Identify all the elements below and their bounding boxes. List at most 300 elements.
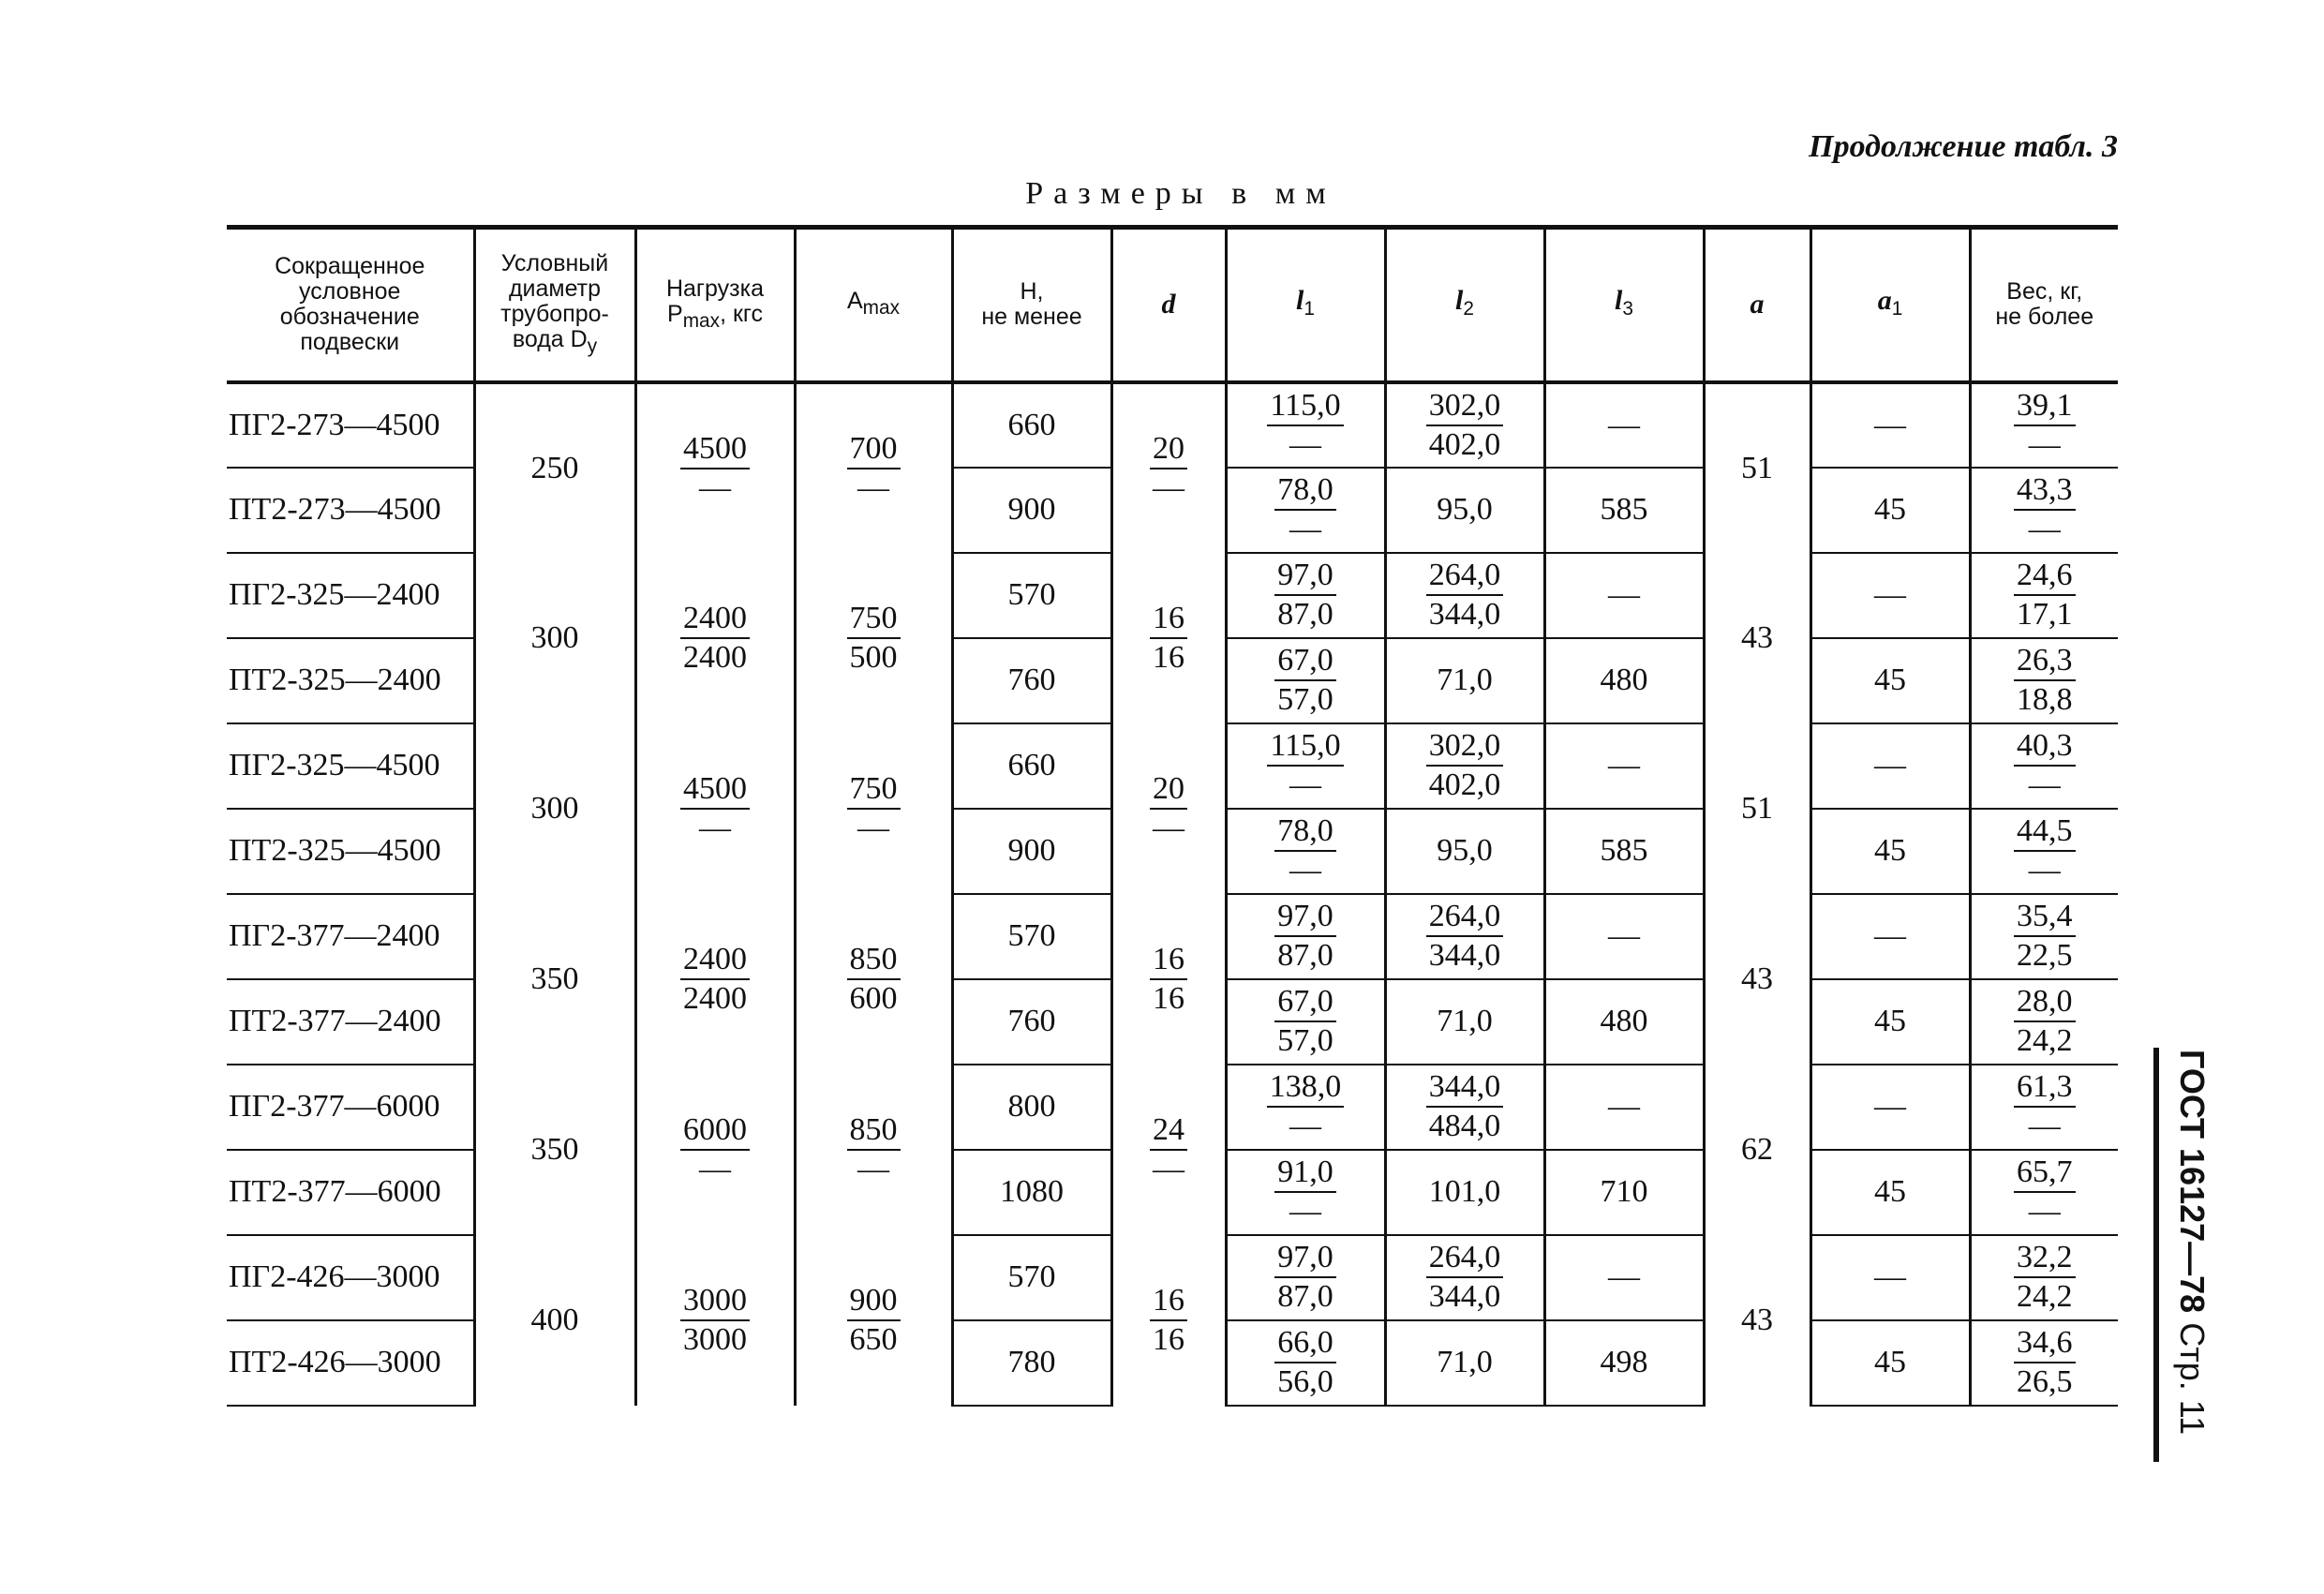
nominal-diameter-cell xyxy=(474,553,635,723)
a1-cell-value: 45 xyxy=(1874,1345,1906,1379)
a-cell xyxy=(1704,1235,1810,1406)
l3-cell xyxy=(1544,894,1704,979)
designation-cell-value: ПГ2-426—3000 xyxy=(229,1259,440,1294)
a-cell-value: 43 xyxy=(1741,619,1773,655)
l3-cell xyxy=(1544,979,1704,1065)
table-row xyxy=(227,1235,2118,1320)
l1-cell xyxy=(1226,723,1385,809)
header-load: Нагрузка $P_{max}$, кгс xyxy=(635,228,795,382)
a1-cell-value: — xyxy=(1874,1259,1906,1294)
h-cell-value: 900 xyxy=(1007,833,1056,868)
weight-cell-fraction xyxy=(2014,1154,2076,1230)
amax-cell-numerator: 850 xyxy=(847,1111,901,1151)
l1-cell-fraction xyxy=(1274,898,1336,975)
l2-cell-numerator: 302,0 xyxy=(1426,387,1504,426)
weight-cell-denominator: — xyxy=(2028,853,2061,887)
weight-cell-numerator: 34,6 xyxy=(2014,1324,2076,1363)
amax-cell-denominator: — xyxy=(857,810,889,845)
a-cell-value: 43 xyxy=(1741,1302,1773,1337)
amax-cell-numerator: 850 xyxy=(847,941,901,980)
amax-cell-denominator: — xyxy=(857,1151,889,1186)
h-cell xyxy=(952,382,1111,468)
l1-cell xyxy=(1226,979,1385,1065)
l2-cell-denominator: 344,0 xyxy=(1428,597,1501,632)
l2-cell-value: 71,0 xyxy=(1437,1004,1493,1038)
l1-cell-numerator: 91,0 xyxy=(1274,1154,1336,1193)
weight-cell xyxy=(1970,894,2118,979)
l1-cell-fraction xyxy=(1274,983,1336,1060)
designation-cell-value: ПГ2-325—4500 xyxy=(229,748,440,782)
l3-cell xyxy=(1544,1320,1704,1406)
amax-cell-fraction xyxy=(847,1282,901,1359)
l2-cell-value: 95,0 xyxy=(1437,833,1493,868)
a1-cell-value: — xyxy=(1874,407,1906,442)
l2-cell-numerator: 264,0 xyxy=(1426,557,1504,596)
weight-cell-numerator: 26,3 xyxy=(2014,642,2076,681)
amax-cell xyxy=(795,382,952,553)
amax-cell-numerator: 900 xyxy=(847,1282,901,1321)
l1-cell-denominator: — xyxy=(1289,1194,1321,1229)
page-number: Стр. 11 xyxy=(2173,1322,2212,1436)
l3-cell xyxy=(1544,468,1704,553)
load-cell-fraction xyxy=(680,1282,750,1359)
l1-cell-fraction xyxy=(1274,1239,1336,1316)
nominal-diameter-cell-value: 300 xyxy=(530,619,579,655)
weight-cell-fraction xyxy=(2014,1068,2076,1145)
load-cell xyxy=(635,894,795,1065)
designation-cell-value: ПГ2-377—2400 xyxy=(229,918,440,953)
l3-cell xyxy=(1544,382,1704,468)
l1-cell-denominator: — xyxy=(1289,426,1321,462)
l1-cell xyxy=(1226,1235,1385,1320)
load-cell-denominator: — xyxy=(699,469,731,505)
h-cell xyxy=(952,1065,1111,1150)
l2-cell-fraction xyxy=(1426,1068,1504,1145)
weight-cell xyxy=(1970,382,2118,468)
a1-cell xyxy=(1810,553,1970,638)
load-cell-denominator: — xyxy=(699,810,731,845)
h-cell-value: 900 xyxy=(1007,492,1056,527)
h-cell-value: 570 xyxy=(1007,918,1056,953)
d-cell xyxy=(1111,894,1226,1065)
load-cell-denominator: 3000 xyxy=(683,1321,747,1357)
a1-cell-value: 45 xyxy=(1874,1174,1906,1209)
a1-cell xyxy=(1810,723,1970,809)
l2-cell-fraction xyxy=(1426,387,1504,464)
a-cell xyxy=(1704,723,1810,894)
h-cell-value: 780 xyxy=(1007,1345,1056,1379)
designation-cell xyxy=(227,382,474,468)
l2-cell-denominator: 484,0 xyxy=(1428,1109,1501,1143)
weight-cell-denominator: 18,8 xyxy=(2017,682,2073,717)
l1-cell-numerator: 115,0 xyxy=(1267,387,1343,426)
h-cell-value: 800 xyxy=(1007,1089,1056,1124)
weight-cell xyxy=(1970,1065,2118,1150)
d-cell-numerator: 16 xyxy=(1150,600,1187,639)
l1-cell xyxy=(1226,1065,1385,1150)
d-cell-numerator: 20 xyxy=(1150,770,1187,810)
a1-cell-value: 45 xyxy=(1874,833,1906,868)
l2-cell-value: 71,0 xyxy=(1437,663,1493,697)
l1-cell xyxy=(1226,894,1385,979)
d-cell xyxy=(1111,382,1226,553)
units-caption: Размеры в мм xyxy=(1025,176,1336,211)
load-cell-numerator: 4500 xyxy=(680,770,750,810)
amax-cell xyxy=(795,723,952,894)
load-cell xyxy=(635,382,795,553)
l2-cell-fraction xyxy=(1426,557,1504,633)
h-cell-value: 660 xyxy=(1007,407,1056,442)
weight-cell-numerator: 39,1 xyxy=(2014,387,2076,426)
l2-cell xyxy=(1385,1320,1544,1406)
l2-cell-numerator: 344,0 xyxy=(1426,1068,1504,1108)
designation-cell xyxy=(227,809,474,894)
amax-cell xyxy=(795,553,952,723)
header-l2: $l_2$ xyxy=(1385,228,1544,382)
weight-cell-numerator: 61,3 xyxy=(2014,1068,2076,1108)
l2-cell xyxy=(1385,894,1544,979)
designation-cell-value: ПТ2-426—3000 xyxy=(229,1345,441,1379)
designation-cell xyxy=(227,1065,474,1150)
d-cell-fraction xyxy=(1150,941,1187,1018)
load-cell-numerator: 2400 xyxy=(680,941,750,980)
table-row xyxy=(227,894,2118,979)
designation-cell-value: ПТ2-325—2400 xyxy=(229,663,441,697)
h-cell-value: 660 xyxy=(1007,748,1056,782)
load-cell-fraction xyxy=(680,600,750,677)
weight-cell-denominator: 22,5 xyxy=(2017,938,2073,973)
d-cell-denominator: 16 xyxy=(1153,980,1184,1016)
designation-cell xyxy=(227,468,474,553)
l3-cell-value: 585 xyxy=(1600,833,1648,868)
standard-code: ГОСТ 16127—78 xyxy=(2173,1050,2212,1314)
h-cell xyxy=(952,1150,1111,1235)
l2-cell-numerator: 302,0 xyxy=(1426,727,1504,767)
d-cell-denominator: — xyxy=(1153,469,1184,505)
l1-cell-numerator: 78,0 xyxy=(1274,812,1336,852)
a1-cell-value: 45 xyxy=(1874,663,1906,697)
a1-cell xyxy=(1810,979,1970,1065)
load-cell xyxy=(635,1235,795,1406)
weight-cell-numerator: 32,2 xyxy=(2014,1239,2076,1278)
designation-cell-value: ПГ2-325—2400 xyxy=(229,577,440,612)
l3-cell-value: — xyxy=(1608,1259,1640,1294)
l1-cell-numerator: 67,0 xyxy=(1274,983,1336,1022)
header-row xyxy=(227,228,2118,382)
l1-cell-numerator: 78,0 xyxy=(1274,471,1336,511)
d-cell-fraction xyxy=(1150,1111,1187,1188)
a1-cell-value: — xyxy=(1874,577,1906,612)
l2-cell xyxy=(1385,553,1544,638)
l2-cell xyxy=(1385,1065,1544,1150)
l1-cell xyxy=(1226,809,1385,894)
l3-cell-value: 710 xyxy=(1600,1174,1648,1209)
l2-cell-denominator: 402,0 xyxy=(1428,426,1501,462)
weight-cell-fraction xyxy=(2014,983,2076,1060)
h-cell xyxy=(952,638,1111,723)
l2-cell-value: 71,0 xyxy=(1437,1345,1493,1379)
l1-cell-numerator: 97,0 xyxy=(1274,1239,1336,1278)
l1-cell-denominator: — xyxy=(1289,512,1321,546)
amax-cell-fraction xyxy=(847,430,901,507)
h-cell xyxy=(952,979,1111,1065)
l1-cell-fraction xyxy=(1274,1324,1336,1401)
l3-cell xyxy=(1544,1235,1704,1320)
l1-cell-numerator: 97,0 xyxy=(1274,557,1336,596)
weight-cell-numerator: 44,5 xyxy=(2014,812,2076,852)
designation-cell xyxy=(227,1235,474,1320)
amax-cell-fraction xyxy=(847,941,901,1018)
l3-cell-value: — xyxy=(1608,918,1640,953)
designation-cell xyxy=(227,553,474,638)
l1-cell-fraction xyxy=(1274,812,1336,889)
l3-cell-value: 498 xyxy=(1600,1345,1648,1379)
amax-cell-denominator: — xyxy=(857,469,889,505)
designation-cell-value: ПГ2-377—6000 xyxy=(229,1089,440,1124)
l2-cell xyxy=(1385,1150,1544,1235)
weight-cell xyxy=(1970,723,2118,809)
d-cell xyxy=(1111,1065,1226,1235)
weight-cell-numerator: 40,3 xyxy=(2014,727,2076,767)
header-nominal-diameter: Условный диаметр трубопро- вода $D_у$ xyxy=(474,228,635,382)
nominal-diameter-cell-value: 250 xyxy=(530,450,579,485)
weight-cell-fraction xyxy=(2014,1239,2076,1316)
amax-cell-fraction xyxy=(847,600,901,677)
h-cell-value: 570 xyxy=(1007,577,1056,612)
l1-cell-fraction xyxy=(1267,727,1343,804)
side-margin-rule xyxy=(2153,1048,2159,1462)
h-cell-value: 760 xyxy=(1007,1004,1056,1038)
a1-cell xyxy=(1810,468,1970,553)
weight-cell-denominator: — xyxy=(2028,1109,2061,1143)
weight-cell-fraction xyxy=(2014,557,2076,633)
d-cell-denominator: — xyxy=(1153,1151,1184,1186)
l1-cell-fraction xyxy=(1274,642,1336,719)
l1-cell-denominator: 87,0 xyxy=(1277,938,1333,973)
d-cell-fraction xyxy=(1150,430,1187,507)
l1-cell-denominator: 87,0 xyxy=(1277,597,1333,632)
load-cell-denominator: — xyxy=(699,1151,731,1186)
l1-cell xyxy=(1226,468,1385,553)
weight-cell xyxy=(1970,809,2118,894)
l2-cell xyxy=(1385,1235,1544,1320)
designation-cell xyxy=(227,979,474,1065)
a-cell xyxy=(1704,894,1810,1065)
weight-cell-denominator: 17,1 xyxy=(2017,597,2073,632)
load-cell-numerator: 3000 xyxy=(680,1282,750,1321)
amax-cell xyxy=(795,894,952,1065)
weight-cell-numerator: 28,0 xyxy=(2014,983,2076,1022)
header-a1: $a_1$ xyxy=(1810,228,1970,382)
d-cell-fraction xyxy=(1150,1282,1187,1359)
weight-cell xyxy=(1970,553,2118,638)
l1-cell-denominator: — xyxy=(1289,1109,1321,1143)
l2-cell xyxy=(1385,979,1544,1065)
table-row xyxy=(227,553,2118,638)
l2-cell xyxy=(1385,468,1544,553)
header-d: d xyxy=(1111,228,1226,382)
l1-cell-fraction xyxy=(1267,387,1343,464)
l2-cell-value: 95,0 xyxy=(1437,492,1493,527)
header-h: H, не менее xyxy=(952,228,1111,382)
l3-cell-value: — xyxy=(1608,1089,1640,1124)
weight-cell xyxy=(1970,1235,2118,1320)
a1-cell-value: — xyxy=(1874,918,1906,953)
side-document-code xyxy=(2170,1050,2212,1462)
d-cell-denominator: 16 xyxy=(1153,1321,1184,1357)
table-row xyxy=(227,1065,2118,1150)
d-cell-numerator: 24 xyxy=(1150,1111,1187,1151)
d-cell-numerator: 20 xyxy=(1150,430,1187,469)
d-cell xyxy=(1111,553,1226,723)
load-cell-fraction xyxy=(680,770,750,847)
l1-cell-denominator: — xyxy=(1289,767,1321,802)
l3-cell xyxy=(1544,638,1704,723)
l3-cell xyxy=(1544,723,1704,809)
load-cell-fraction xyxy=(680,1111,750,1188)
load-cell xyxy=(635,723,795,894)
weight-cell-fraction xyxy=(2014,1324,2076,1401)
weight-cell-denominator: 26,5 xyxy=(2017,1364,2073,1399)
l1-cell-numerator: 97,0 xyxy=(1274,898,1336,937)
a-cell-value: 51 xyxy=(1741,450,1773,485)
h-cell xyxy=(952,894,1111,979)
nominal-diameter-cell xyxy=(474,382,635,553)
weight-cell-fraction xyxy=(2014,812,2076,889)
h-cell xyxy=(952,1320,1111,1406)
l2-cell-fraction xyxy=(1426,727,1504,804)
weight-cell-fraction xyxy=(2014,642,2076,719)
nominal-diameter-cell-value: 300 xyxy=(530,790,579,826)
h-cell xyxy=(952,468,1111,553)
a-cell xyxy=(1704,553,1810,723)
a1-cell xyxy=(1810,1065,1970,1150)
l2-cell xyxy=(1385,638,1544,723)
designation-cell xyxy=(227,723,474,809)
a1-cell xyxy=(1810,1320,1970,1406)
nominal-diameter-cell-value: 400 xyxy=(530,1302,579,1337)
h-cell-value: 570 xyxy=(1007,1259,1056,1294)
load-cell-denominator: 2400 xyxy=(683,980,747,1016)
l2-cell-value: 101,0 xyxy=(1428,1174,1501,1209)
d-cell-denominator: 16 xyxy=(1153,639,1184,675)
table-row xyxy=(227,723,2118,809)
h-cell xyxy=(952,809,1111,894)
weight-cell-numerator: 35,4 xyxy=(2014,898,2076,937)
l2-cell xyxy=(1385,723,1544,809)
weight-cell xyxy=(1970,1150,2118,1235)
designation-cell-value: ПГ2-273—4500 xyxy=(229,407,440,442)
l3-cell-value: 480 xyxy=(1600,1004,1648,1038)
weight-cell-numerator: 24,6 xyxy=(2014,557,2076,596)
l3-cell xyxy=(1544,1150,1704,1235)
load-cell-numerator: 4500 xyxy=(680,430,750,469)
a-cell xyxy=(1704,382,1810,553)
load-cell-numerator: 6000 xyxy=(680,1111,750,1151)
nominal-diameter-cell xyxy=(474,1065,635,1235)
designation-cell xyxy=(227,894,474,979)
d-cell xyxy=(1111,723,1226,894)
weight-cell xyxy=(1970,638,2118,723)
a1-cell xyxy=(1810,1235,1970,1320)
l2-cell-numerator: 264,0 xyxy=(1426,898,1504,937)
designation-cell xyxy=(227,638,474,723)
designation-cell-value: ПТ2-325—4500 xyxy=(229,833,441,868)
header-a: a xyxy=(1704,228,1810,382)
l1-cell-numerator: 66,0 xyxy=(1274,1324,1336,1363)
l3-cell-value: 585 xyxy=(1600,492,1648,527)
amax-cell-numerator: 700 xyxy=(847,430,901,469)
weight-cell-denominator: — xyxy=(2028,1194,2061,1229)
a1-cell-value: 45 xyxy=(1874,1004,1906,1038)
header-l1: $l_1$ xyxy=(1226,228,1385,382)
amax-cell xyxy=(795,1065,952,1235)
a1-cell xyxy=(1810,894,1970,979)
load-cell-denominator: 2400 xyxy=(683,639,747,675)
amax-cell-numerator: 750 xyxy=(847,770,901,810)
amax-cell-fraction xyxy=(847,770,901,847)
l1-cell-denominator: 56,0 xyxy=(1277,1364,1333,1399)
l3-cell-value: — xyxy=(1608,748,1640,782)
amax-cell-numerator: 750 xyxy=(847,600,901,639)
l3-cell xyxy=(1544,809,1704,894)
l2-cell-denominator: 402,0 xyxy=(1428,767,1501,802)
h-cell xyxy=(952,723,1111,809)
amax-cell-denominator: 650 xyxy=(849,1321,898,1357)
nominal-diameter-cell-value: 350 xyxy=(530,961,579,996)
nominal-diameter-cell xyxy=(474,894,635,1065)
l1-cell-fraction xyxy=(1274,471,1336,548)
weight-cell-denominator: 24,2 xyxy=(2017,1279,2073,1314)
h-cell xyxy=(952,1235,1111,1320)
d-cell-numerator: 16 xyxy=(1150,941,1187,980)
table-continuation-label: Продолжение табл. 3 xyxy=(1809,129,2118,164)
weight-cell-fraction xyxy=(2014,471,2076,548)
l2-cell-denominator: 344,0 xyxy=(1428,938,1501,973)
l1-cell xyxy=(1226,638,1385,723)
load-cell-numerator: 2400 xyxy=(680,600,750,639)
hanger-dimensions-table xyxy=(227,225,2118,1407)
amax-cell-denominator: 600 xyxy=(849,980,898,1016)
l1-cell-denominator: 57,0 xyxy=(1277,682,1333,717)
weight-cell-numerator: 43,3 xyxy=(2014,471,2076,511)
l1-cell xyxy=(1226,1150,1385,1235)
nominal-diameter-cell xyxy=(474,1235,635,1406)
weight-cell xyxy=(1970,979,2118,1065)
l2-cell xyxy=(1385,809,1544,894)
a1-cell-value: — xyxy=(1874,748,1906,782)
table-row xyxy=(227,382,2118,468)
h-cell-value: 760 xyxy=(1007,663,1056,697)
weight-cell-fraction xyxy=(2014,387,2076,464)
l1-cell-denominator: — xyxy=(1289,853,1321,887)
h-cell xyxy=(952,553,1111,638)
amax-cell-denominator: 500 xyxy=(849,639,898,675)
l3-cell-value: 480 xyxy=(1600,663,1648,697)
a-cell-value: 62 xyxy=(1741,1131,1773,1167)
l2-cell-numerator: 264,0 xyxy=(1426,1239,1504,1278)
l1-cell xyxy=(1226,382,1385,468)
amax-cell xyxy=(795,1235,952,1406)
nominal-diameter-cell-value: 350 xyxy=(530,1131,579,1167)
designation-cell xyxy=(227,1150,474,1235)
a1-cell-value: — xyxy=(1874,1089,1906,1124)
d-cell-numerator: 16 xyxy=(1150,1282,1187,1321)
l3-cell-value: — xyxy=(1608,577,1640,612)
load-cell-fraction xyxy=(680,430,750,507)
weight-cell-fraction xyxy=(2014,727,2076,804)
d-cell xyxy=(1111,1235,1226,1406)
